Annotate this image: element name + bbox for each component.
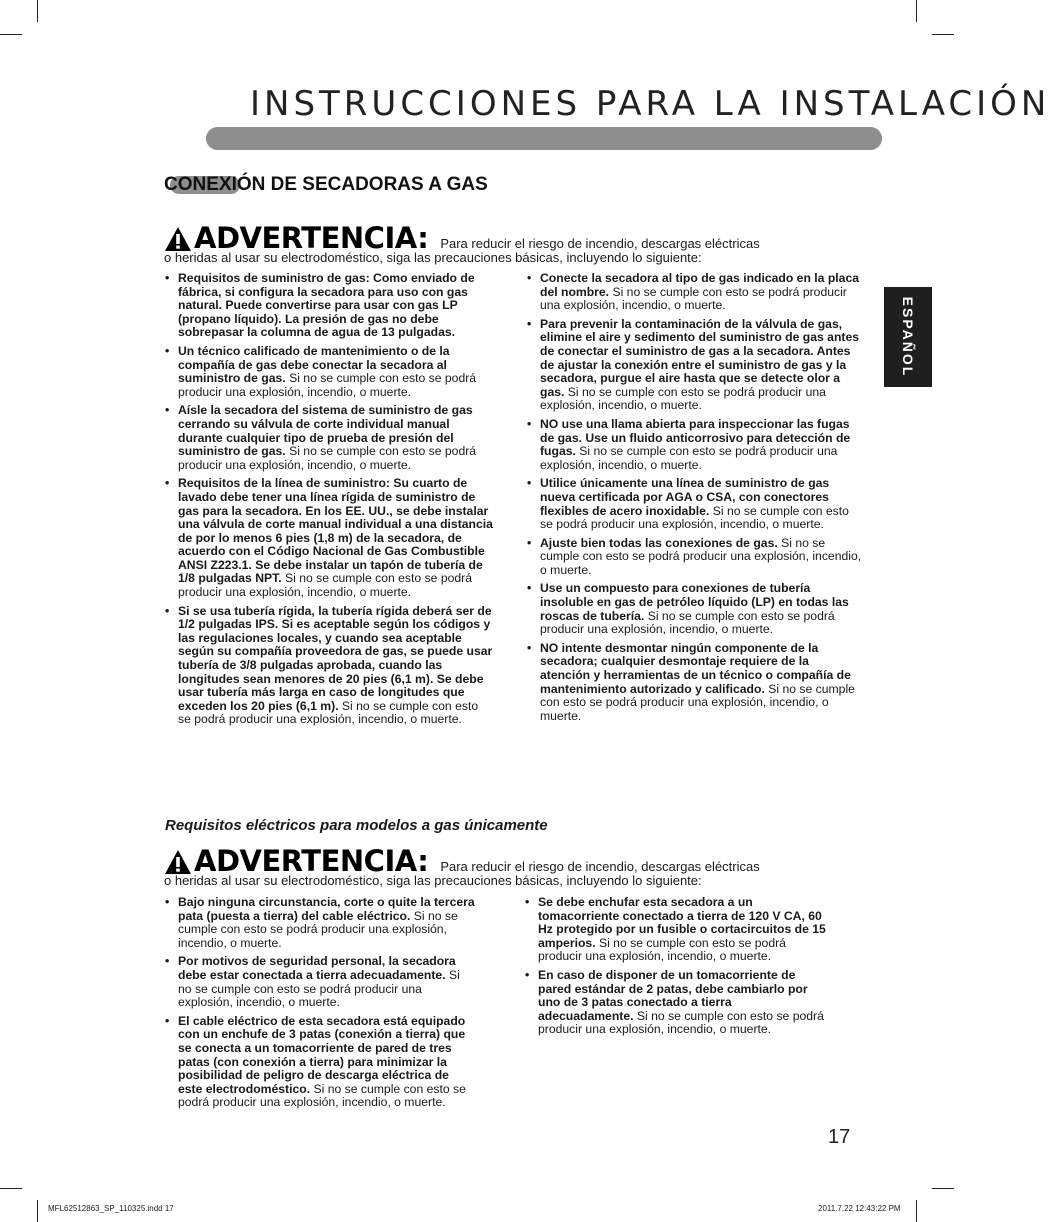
- item-bold-text: En caso de disponer de un tomacorriente de pared estándar de 2 patas, debe cambiarlo por uno de 3 patas conectado a tierra adecuadamente.: [538, 967, 808, 1023]
- item-bold-text: Conecte la secadora al tipo de gas indicado en la placa del nombre.: [540, 271, 860, 299]
- item-bold-text: NO intente desmontar ningún componente de la secadora; cualquier desmontaje requiere de la atención y herramientas de un técnico o compañía de mantenimiento autorizado y calificado.: [540, 640, 851, 696]
- electric-list-right: [524, 896, 830, 1042]
- crop-mark: [932, 1188, 954, 1189]
- crop-mark: [0, 1188, 22, 1189]
- warning-word: ADVERTENCIA:: [194, 844, 429, 878]
- list-item: [524, 896, 830, 964]
- electric-list-left: [164, 896, 476, 1115]
- list-item: [164, 345, 494, 399]
- gas-list-left: [164, 272, 494, 732]
- item-bold-text: Se debe enchufar esta secadora a un tomacorriente conectado a tierra de 120 V CA, 60 Hz protegido por un fusible o cortacircuitos de 15 amperios.: [538, 895, 826, 950]
- crop-mark: [916, 0, 917, 22]
- item-text: Si no se cumple con esto se podrá producir una explosión, incendio, o muerte.: [540, 284, 847, 313]
- electric-requirements-heading: Requisitos eléctricos para modelos a gas únicamente: [165, 817, 548, 834]
- item-text: Si no se cumple con esto se podrá producir una explosión, incendio, o muerte.: [538, 1008, 824, 1037]
- page-number: 17: [828, 1126, 851, 1148]
- crop-mark: [916, 1200, 917, 1222]
- list-item: [164, 477, 494, 599]
- list-item: [526, 537, 862, 578]
- item-bold-text: Un técnico calificado de mantenimiento o de la compañía de gas debe conectar la secadora al suministro de gas.: [178, 343, 450, 386]
- item-text: Si no se cumple con esto se podrá producir una explosión, incendio, o muerte.: [178, 371, 477, 399]
- list-item: [526, 318, 862, 413]
- footer-date: 2011.7.22 12:43:22 PM: [818, 1204, 901, 1213]
- item-text: Si no se cumple con esto se podrá producir una explosión, incendio, o muerte.: [178, 444, 477, 472]
- warning-intro: Para reducir el riesgo de incendio, descargas eléctricas: [440, 236, 760, 251]
- list-item: [526, 582, 862, 636]
- item-bold-text: Requisitos de suministro de gas: Como enviado de fábrica, si configura la secadora para uso con gas natural. Puede convertirse para usar con gas LP (propano líquido). La presión de gas no debe sobrepasar la columna de agua de 13 pulgadas.: [178, 271, 475, 340]
- item-text: Si no se cumple con esto se podrá producir una explosión, incendio, o muerte.: [538, 935, 786, 964]
- list-item: [526, 418, 862, 472]
- gas-list-right: [526, 272, 862, 728]
- list-item: [526, 642, 862, 724]
- crop-mark: [37, 0, 38, 22]
- item-bold-text: Aísle la secadora del sistema de suministro de gas cerrando su válvula de corte individual manual durante cualquier tipo de prueba de presión del suministro de gas.: [178, 403, 473, 459]
- item-text: Si no se cumple con esto se podrá producir una explosión, incendio, o muerte.: [540, 681, 855, 723]
- warning-triangle-icon: [164, 849, 192, 875]
- item-bold-text: NO use una llama abierta para inspeccionar las fugas de gas. Use un fluido anticorrosivo para detección de fugas.: [540, 416, 851, 459]
- list-item: [164, 1015, 476, 1110]
- item-text: Si no se cumple con esto se podrá producir una explosión, incendio, o muerte.: [178, 908, 458, 950]
- item-bold-text: Use un compuesto para conexiones de tubería insoluble en gas de petróleo líquido (LP) en todas las roscas de tubería.: [540, 581, 849, 623]
- crop-mark: [932, 34, 954, 35]
- crop-mark: [37, 1200, 38, 1222]
- item-text: Si no se cumple con esto se podrá producir una explosión, incendio, o muerte.: [540, 384, 826, 413]
- warning-continuation: o heridas al usar su electrodoméstico, siga las precauciones básicas, incluyendo lo siguiente:: [164, 873, 702, 888]
- list-item: [524, 969, 830, 1037]
- list-item: [164, 404, 494, 472]
- item-text: Si no se cumple con esto se podrá producir una explosión, incendio, o muerte.: [178, 698, 479, 727]
- list-item: [164, 955, 476, 1009]
- section-title: CONEXIÓN DE SECADORAS A GAS: [164, 174, 488, 195]
- list-item: [526, 477, 862, 531]
- item-bold-text: Para prevenir la contaminación de la válvula de gas, elimine el aire y sedimento del suministro de gas antes de conectar el suministro de gas a la secadora. Antes de ajustar la conexión entre el suministro de gas y la secadora, purgue el aire hasta que se detecte olor a gas.: [540, 316, 860, 399]
- item-text: Si no se cumple con esto se podrá producir una explosión, incendio, o muerte.: [178, 967, 460, 1010]
- item-text: Si no se cumple con esto se podrá producir una explosión, incendio, o muerte.: [540, 608, 835, 637]
- list-item: [164, 272, 494, 340]
- item-bold-text: El cable eléctrico de esta secadora está equipado con un enchufe de 3 patas (conexión a tierra) que se conecta a un tomacorriente de pared de tres patas (con conexión a tierra) para minimizar la posibilidad de peligro de descarga eléctrica de este electrodoméstico.: [178, 1013, 466, 1096]
- warning-word: ADVERTENCIA:: [194, 221, 429, 255]
- item-bold-text: Ajuste bien todas las conexiones de gas.: [540, 535, 778, 550]
- item-bold-text: Utilice únicamente una línea de suministro de gas nueva certificada por AGA o CSA, con conectores flexibles de acero inoxidable.: [540, 476, 830, 518]
- crop-mark: [0, 34, 22, 35]
- item-text: Si no se cumple con esto se podrá producir una explosión, incendio, o muerte.: [540, 535, 862, 577]
- item-bold-text: Bajo ninguna circunstancia, corte o quite la tercera pata (puesta a tierra) del cable eléctrico.: [178, 895, 475, 923]
- footer-file: MFL62512863_SP_110325.indd 17: [48, 1204, 174, 1213]
- list-item: [164, 605, 494, 727]
- page-title: INSTRUCCIONES PARA LA INSTALACIÓN: [250, 84, 1050, 124]
- item-text: Si no se cumple con esto se podrá producir una explosión, incendio, o muerte.: [540, 503, 849, 532]
- item-bold-text: Requisitos de la línea de suministro: Su cuarto de lavado debe tener una línea rígida de suministro de gas para la secadora. En los EE. UU., se debe instalar una válvula de corte manual individual a una distancia de por lo menos 6 pies (1,8 m) de la secadora, de acuerdo con el Código Nacional de Gas Combustible ANSI Z223.1. Se debe instalar un tapón de tubería de 1/8 pulgadas NPT.: [178, 476, 493, 586]
- item-text: Si no se cumple con esto se podrá producir una explosión, incendio, o muerte.: [540, 444, 838, 472]
- language-tab-label: ESPAÑOL: [900, 296, 916, 378]
- item-text: Si no se cumple con esto se podrá producir una explosión, incendio, o muerte.: [178, 571, 472, 600]
- title-bar: [206, 127, 882, 150]
- warning-intro: Para reducir el riesgo de incendio, descargas eléctricas: [440, 859, 760, 874]
- language-tab: [884, 287, 932, 387]
- item-bold-text: Por motivos de seguridad personal, la secadora debe estar conectada a tierra adecuadamente.: [178, 954, 456, 982]
- warning-triangle-icon: [164, 226, 192, 252]
- item-bold-text: Si se usa tubería rígida, la tubería rígida deberá ser de 1/2 pulgadas IPS. Si es aceptable según los códigos y las regulaciones locales, y cuando sea aceptable según su compañía proveedora de gas, se puede usar tubería de 3/8 pulgadas aprobada, cuando las longitudes sean menores de 20 pies (6,1 m). Se debe usar tubería más larga en caso de longitudes que exceden los 20 pies (6,1 m).: [178, 603, 493, 713]
- list-item: [526, 272, 862, 313]
- list-item: [164, 896, 476, 950]
- item-text: Si no se cumple con esto se podrá producir una explosión, incendio, o muerte.: [178, 1081, 466, 1110]
- warning-continuation: o heridas al usar su electrodoméstico, siga las precauciones básicas, incluyendo lo siguiente:: [164, 250, 702, 265]
